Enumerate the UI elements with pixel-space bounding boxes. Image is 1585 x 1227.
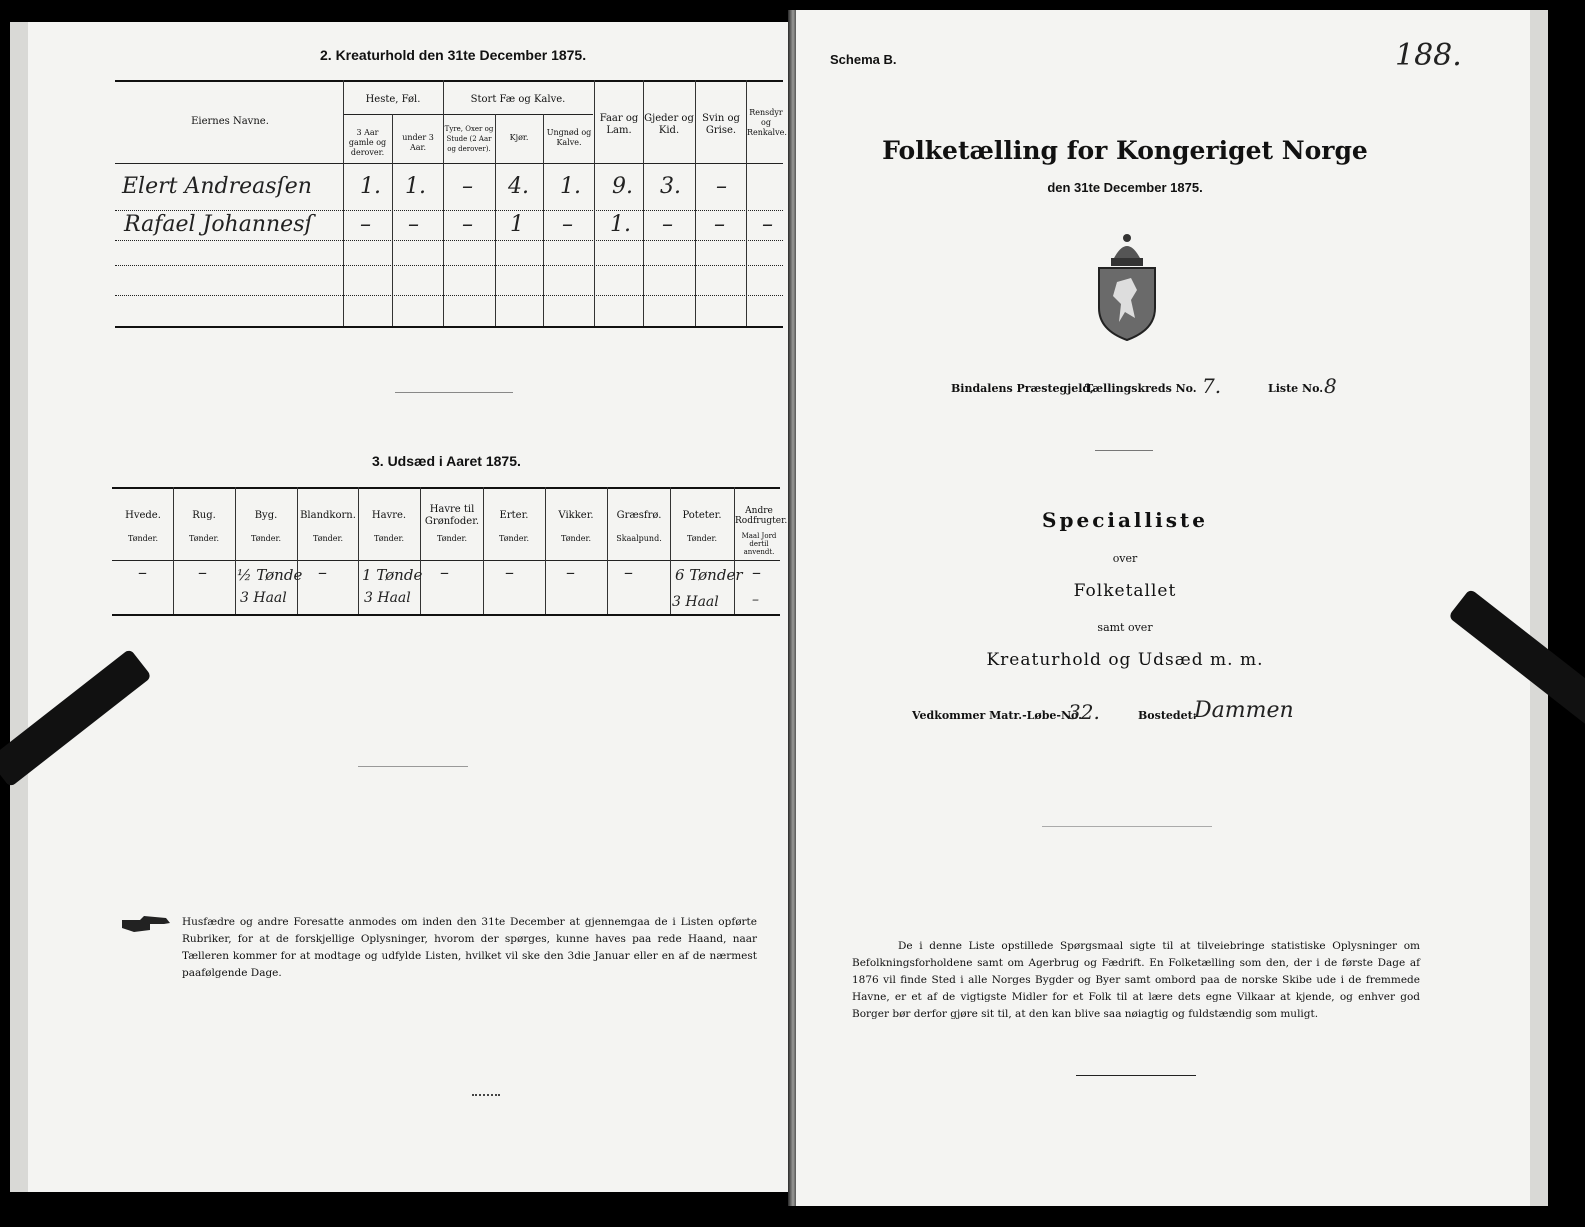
table3-cell: 3 Haal (672, 594, 719, 610)
table3-cell: – (624, 562, 633, 583)
header-oats: Havre. (371, 510, 407, 521)
over-text: over (1112, 552, 1138, 565)
pointing-hand-icon (120, 912, 172, 934)
norway-coat-of-arms-icon (1095, 230, 1159, 342)
header-potatoes: Poteter. (682, 510, 722, 521)
table3-col-line (358, 487, 359, 614)
header-mixed-grain: Blandkorn. (300, 510, 356, 521)
header-unit: Tønder. (436, 534, 468, 543)
table2-cell: – (462, 212, 473, 237)
table3-col-line (545, 487, 546, 614)
table2-top-rule (115, 80, 783, 82)
kreaturhold-text: Kreaturhold og Udsæd m. m. (986, 650, 1264, 670)
bosted-label: Bostedet: (1138, 709, 1197, 722)
table2-cell: – (714, 212, 725, 237)
folketallet-text: Folketallet (1073, 581, 1177, 601)
table3-header-rule (112, 560, 780, 561)
table2-subhead-rule (343, 114, 443, 115)
table3-cell: – (138, 562, 147, 583)
header-unit: Tønder. (498, 534, 530, 543)
divider-rule (1095, 450, 1153, 451)
table2-cell: – (462, 174, 473, 199)
header-cattle: Stort Fæ og Kalve. (470, 94, 566, 105)
header-horses: Heste, Føl. (365, 94, 421, 105)
table2-cell: 1. (610, 212, 631, 237)
header-unit: Tønder. (127, 534, 159, 543)
header-unit: Tønder. (188, 534, 220, 543)
footnote-text: Husfædre og andre Foresatte anmodes om inden den 31te December at gjennemgaa de i Listen opførte Rubriker, for at de forskjellige Oplysninger, hvorom der spørges, kunne haves paa rede Haand, naar Tælleren kommer for at modtage og udfylde Listen, hvilket vil ske den 3die Januar eller en af de nærmest paafølgende Dage. (182, 916, 757, 979)
table2-cell: 1. (560, 174, 581, 199)
table3-cell: – (566, 562, 575, 583)
table2-cell: 9. (612, 174, 633, 199)
header-horse-old: 3 Aar gamle og derover. (348, 128, 387, 157)
samt-over-text: samt over (1097, 621, 1153, 634)
header-goats: Gjeder og Kid. (644, 113, 694, 136)
section3-title: 3. Udsæd i Aaret 1875. (372, 453, 521, 469)
matr-label: Vedkommer Matr.-Løbe-No. (912, 709, 1082, 722)
matr-value: 32. (1068, 700, 1100, 724)
header-vetch: Vikker. (558, 510, 594, 521)
table3-cell: 3 Haal (364, 590, 411, 606)
table2-cell: – (562, 212, 573, 237)
table2-col-line (343, 80, 344, 326)
header-reindeer: Rensdyr og Renkalve. (747, 108, 787, 137)
table3-col-line (235, 487, 236, 614)
header-grass-seed: Græsfrø. (616, 510, 662, 521)
table3-col-line (173, 487, 174, 614)
table2-col-line (495, 114, 496, 326)
page-number: 188. (1395, 38, 1462, 73)
table3-cell: 3 Haal (240, 590, 287, 606)
table2-cell: – (716, 174, 727, 199)
header-root-crops: Andre Rodfrugter. (735, 506, 788, 526)
header-peas: Erter. (499, 510, 529, 521)
table3-cell: – (318, 562, 327, 583)
header-wheat: Hvede. (125, 510, 161, 521)
table2-cell: – (408, 212, 419, 237)
table2-cell: 1. (405, 174, 426, 199)
table3-cell: 1 Tønde (362, 566, 423, 584)
divider-rule (472, 1094, 500, 1096)
header-unit: Tønder. (373, 534, 405, 543)
header-rye: Rug. (192, 510, 216, 521)
table3-cell: – (505, 562, 514, 583)
bosted-value: Dammen (1194, 698, 1294, 723)
table2-row-rule (115, 210, 783, 211)
header-unit: Tønder. (560, 534, 592, 543)
table2-cell: – (762, 212, 773, 237)
schema-label: Schema B. (830, 52, 897, 67)
table3-col-line (607, 487, 608, 614)
section2-title: 2. Kreaturhold den 31te December 1875. (320, 47, 587, 63)
header-sheep: Faar og Lam. (599, 113, 639, 136)
table3-cell: ½ Tønde (237, 566, 303, 584)
table2-header-rule (115, 163, 783, 164)
table2-cell: 4. (508, 174, 529, 199)
table3-cell: – (752, 562, 761, 583)
table2-subhead-rule (443, 114, 593, 115)
list-label: Liste No. (1268, 382, 1324, 395)
table2-col-line (594, 80, 595, 326)
divider-rule (395, 392, 513, 393)
divider-rule (1042, 826, 1212, 827)
table3-bottom-rule (112, 614, 780, 616)
table3-top-rule (112, 487, 780, 489)
table2-row-rule (115, 240, 783, 241)
table2-cell: – (662, 212, 673, 237)
table2-bottom-rule (115, 326, 783, 328)
header-pigs: Svin og Grise. (702, 113, 740, 136)
table3-col-line (670, 487, 671, 614)
table2-cell: 1 (510, 212, 524, 237)
table2-cell: 1. (360, 174, 381, 199)
main-title: Folketælling for Kongeriget Norge (882, 136, 1368, 165)
table2-col-line (443, 80, 444, 326)
notice-text: De i denne Liste opstillede Spørgsmaal sigte til at tilveiebringe statistiske Oplysninger om Befolkningsforholdene samt om Agerbrug og Fædrift. En Folketælling som den, der i de første Dage af 1876 vil finde Sted i alle Norges Bygder og Byer samt ombord paa de norske Skibe ude i de fremmede Havne, er et af de vigtigste Midler for et Folk til at lære dets egne Vilkaar at kjende, og enhver god Borger bør derfor gjøre sit til, at den kan blive saa nøiagtig og fuldstændig som muligt. (852, 940, 1420, 1020)
header-unit: Skaalpund. (616, 534, 662, 543)
header-young-cattle: Ungnød og Kalve. (546, 128, 592, 147)
header-bulls: Tyre, Oxer og Stude (2 Aar og derover). (444, 125, 494, 153)
header-unit: Tønder. (312, 534, 344, 543)
header-unit: Tønder. (686, 534, 718, 543)
owner-name-cell: Elert Andreasſen (122, 174, 312, 199)
table2-cell: – (360, 212, 371, 237)
header-cows: Kjør. (509, 133, 529, 142)
specialliste-heading: Specialliste (1042, 508, 1208, 532)
header-horse-young: under 3 Aar. (402, 133, 434, 152)
header-unit: Maal Jord dertil anvendt. (741, 532, 777, 556)
district-value: 7. (1202, 374, 1222, 398)
header-barley: Byg. (254, 510, 278, 521)
divider-rule (1076, 1075, 1196, 1076)
table3-cell: – (440, 562, 449, 583)
table2-row-rule (115, 265, 783, 266)
owner-name-cell: Rafael Johannesſ (124, 212, 313, 237)
divider-rule (358, 766, 468, 767)
parish-label: Bindalens Præstegjeld, (951, 382, 1094, 395)
table2-row-rule (115, 295, 783, 296)
table3-cell: 6 Tønder (675, 566, 743, 584)
header-unit: Tønder. (250, 534, 282, 543)
table3-col-line (483, 487, 484, 614)
district-label: Tællingskreds No. (1085, 382, 1197, 395)
header-oats-fodder: Havre til Grønfoder. (424, 504, 480, 527)
table3-cell: – (198, 562, 207, 583)
table3-col-line (297, 487, 298, 614)
list-value: 8 (1324, 374, 1337, 398)
table2-cell: 3. (660, 174, 681, 199)
table3-cell: – (752, 592, 759, 608)
header-owner-names: Eiernes Navne. (191, 116, 269, 127)
census-date: den 31te December 1875. (1047, 180, 1203, 195)
